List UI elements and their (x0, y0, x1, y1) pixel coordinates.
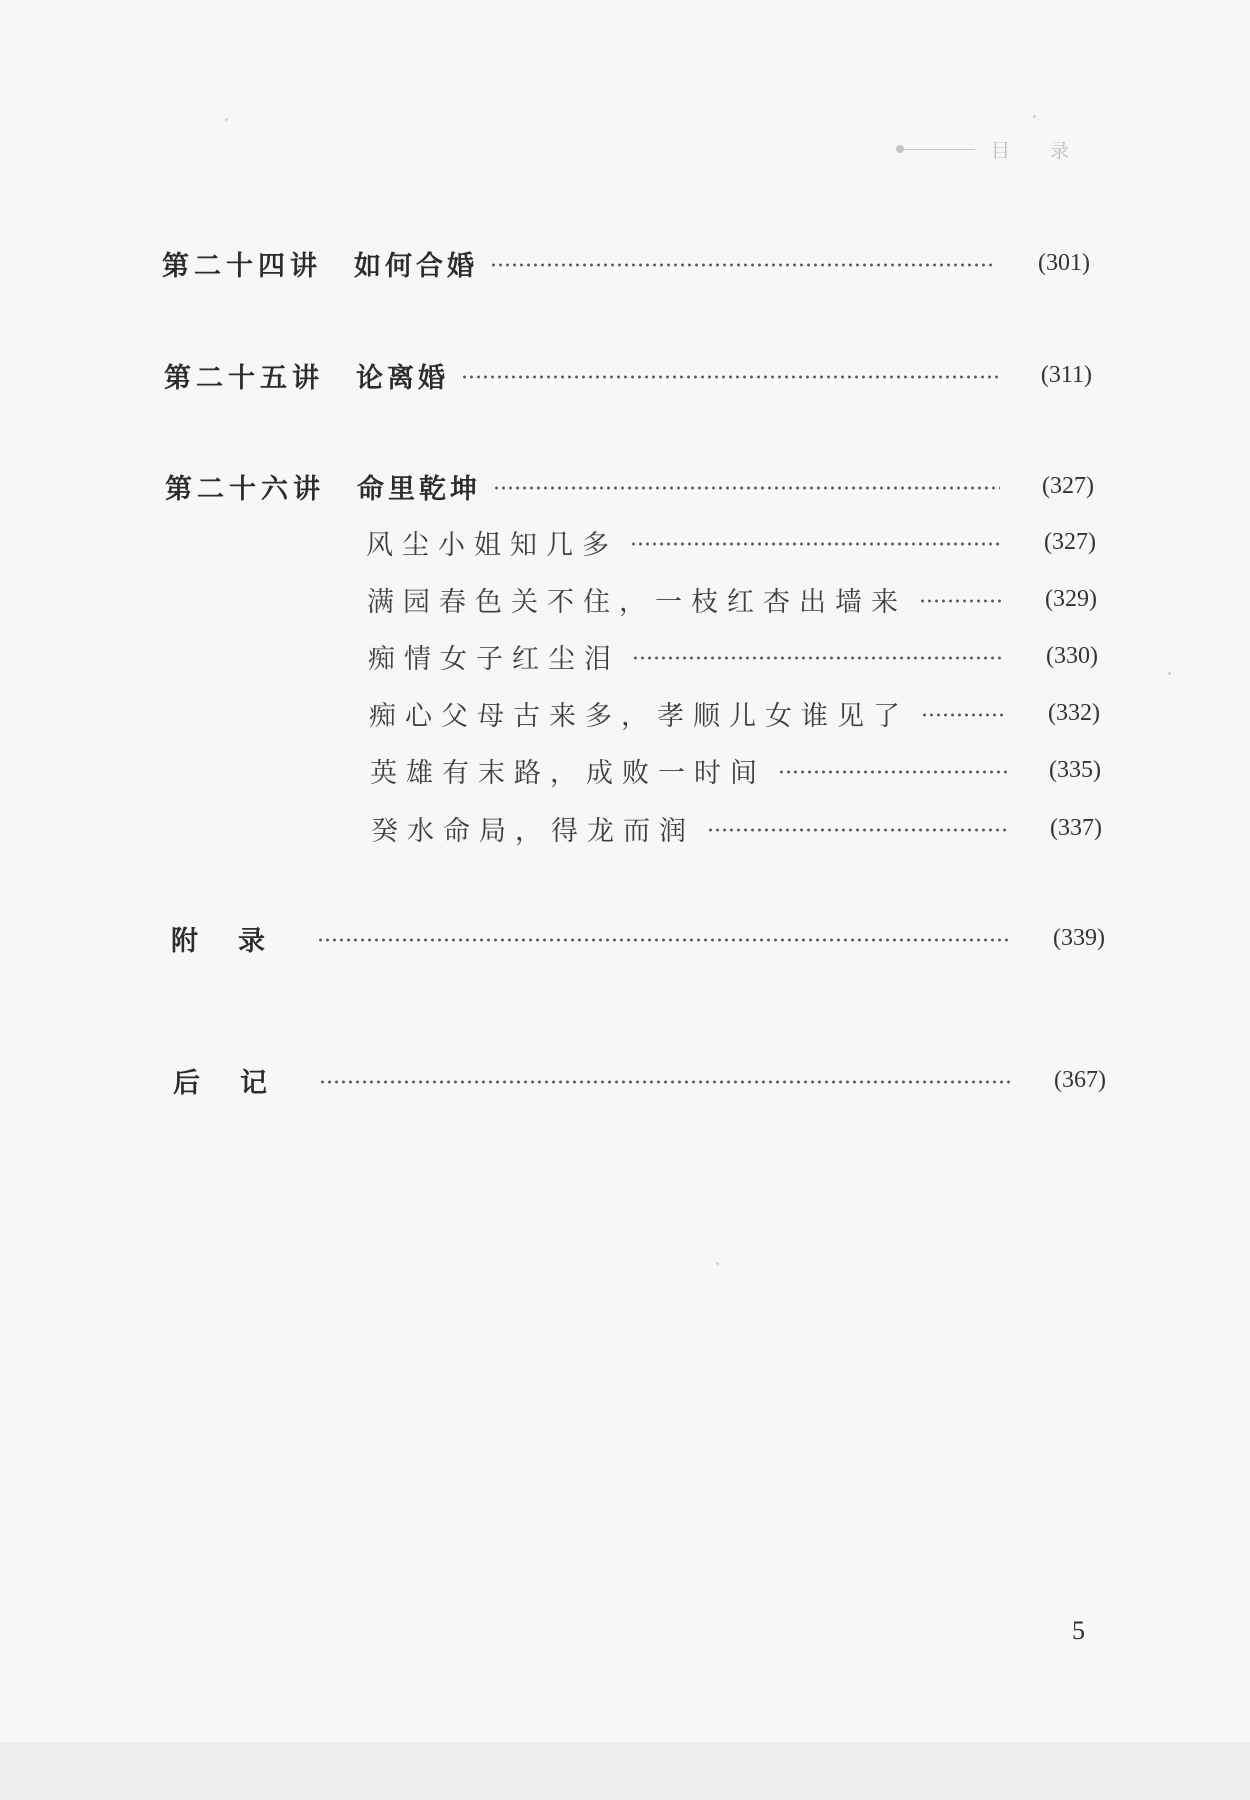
toc-entry-section[interactable] (371, 806, 1102, 850)
toc-entry-section[interactable] (368, 634, 1098, 678)
page-number: (329) (1045, 585, 1097, 612)
dot-leader (490, 263, 996, 267)
page-number: (337) (1050, 814, 1102, 841)
page-number: (335) (1049, 756, 1101, 783)
page-number: (367) (1054, 1066, 1106, 1093)
folio-page-number: 5 (1072, 1616, 1085, 1645)
toc-entry-chapter[interactable] (164, 353, 1092, 397)
toc-entry-section[interactable] (370, 748, 1101, 792)
toc-entry-section[interactable] (367, 577, 1097, 621)
dot-leader (778, 770, 1007, 774)
dot-leader (921, 713, 1006, 717)
toc-entry-chapter[interactable] (162, 241, 1090, 285)
dot-leader (461, 375, 998, 379)
page-number: (332) (1048, 699, 1100, 726)
section-title: 风尘小姐知几多 (366, 529, 618, 561)
page-number: (311) (1040, 361, 1092, 388)
dot-leader (632, 656, 1004, 660)
header-rule (904, 149, 975, 150)
scan-bottom-band (0, 1742, 1250, 1800)
toc-entry-section[interactable] (369, 691, 1100, 735)
toc-entry-chapter[interactable] (165, 464, 1094, 508)
dot-leader (630, 542, 1002, 546)
lecture-number: 第二十五讲 (164, 362, 324, 394)
toc-entry-section[interactable] (366, 520, 1096, 564)
scan-speck (225, 118, 228, 121)
afterword-title: 后记 (173, 1067, 307, 1099)
chapter-title: 命里乾坤 (357, 473, 481, 505)
lecture-number: 第二十四讲 (162, 250, 322, 282)
page-number: (339) (1053, 924, 1105, 951)
dot-leader (493, 486, 1000, 490)
running-head (896, 134, 1086, 164)
section-title: 痴心父母古来多，孝顺儿女谁见了 (369, 700, 909, 732)
section-title: 满园春色关不住，一枝红杏出墙来 (367, 586, 907, 618)
scan-speck (1033, 115, 1036, 118)
scan-speck (716, 1262, 719, 1265)
toc-entry-appendix[interactable] (171, 916, 1105, 960)
page-number: (301) (1038, 249, 1090, 276)
chapter-title: 如何合婚 (354, 250, 478, 282)
lecture-number: 第二十六讲 (165, 473, 325, 505)
dot-leader (317, 938, 1011, 942)
chapter-title: 论离婚 (356, 362, 449, 394)
dot-leader (919, 599, 1003, 603)
dot-leader (319, 1080, 1012, 1084)
bullet-icon (896, 145, 904, 153)
section-title: 癸水命局，得龙而润 (371, 815, 695, 847)
page-number: (330) (1046, 642, 1098, 669)
running-head-text: 目 录 (990, 139, 1086, 162)
page-number: (327) (1044, 528, 1096, 555)
scan-speck (1168, 672, 1171, 675)
section-title: 英雄有末路，成败一时间 (370, 757, 766, 789)
appendix-title: 附录 (171, 925, 305, 957)
dot-leader (707, 828, 1008, 832)
section-title: 痴情女子红尘泪 (368, 643, 620, 675)
toc-entry-afterword[interactable] (173, 1058, 1106, 1102)
page-number: (327) (1042, 472, 1094, 499)
